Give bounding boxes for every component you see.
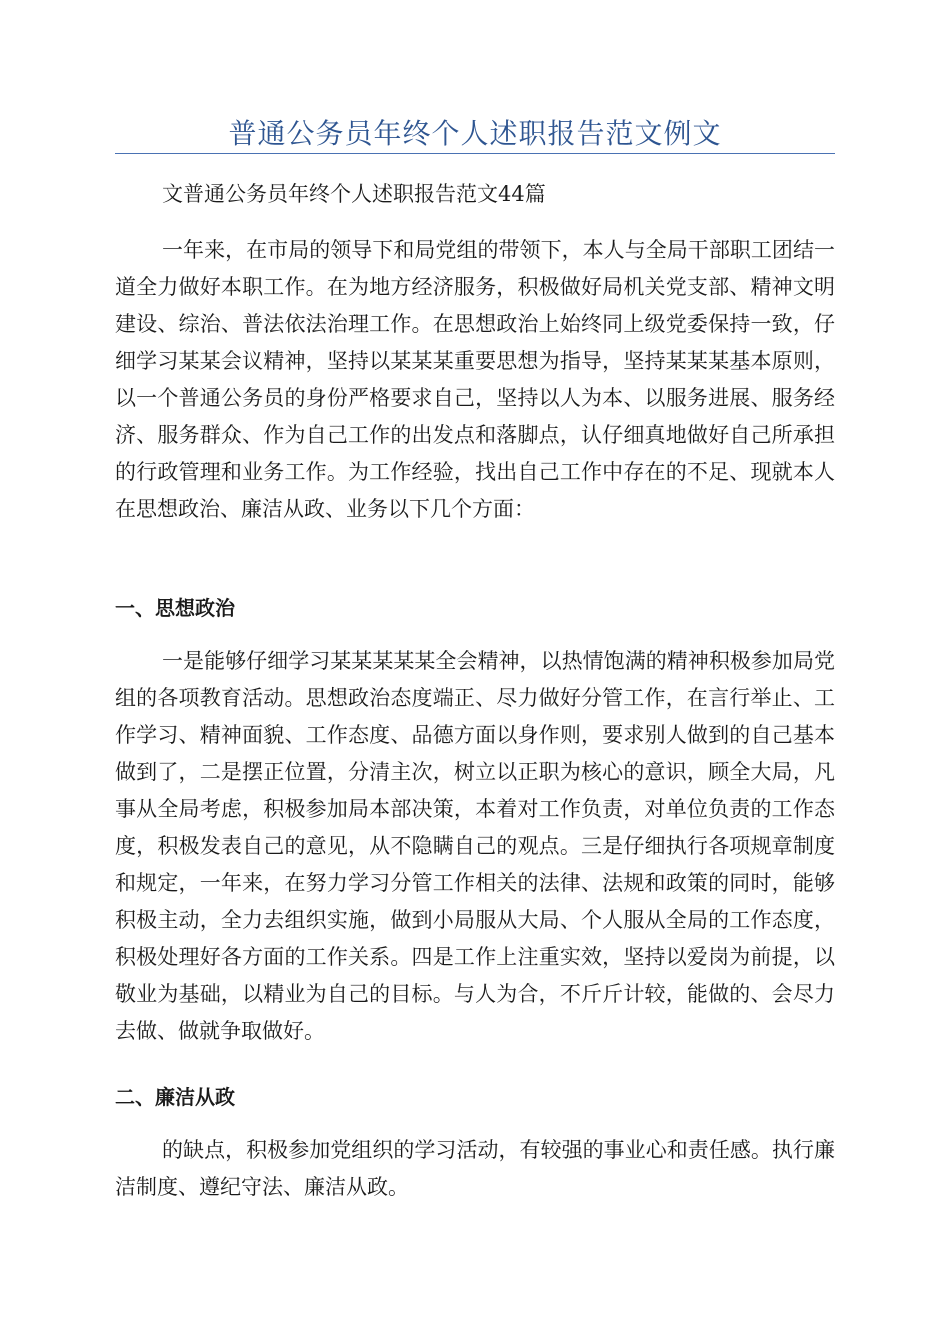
section-paragraph-block: [115, 1132, 835, 1206]
section-paragraph: 的缺点，积极参加党组织的学习活动，有较强的事业心和责任感。执行廉洁制度、遵纪守法、廉洁从政。: [115, 1138, 835, 1199]
title-underline: [115, 153, 835, 154]
section-heading: 二、廉洁从政: [115, 1085, 235, 1109]
section-paragraph: 一是能够仔细学习某某某某某全会精神，以热情饱满的精神积极参加局党组的各项教育活动。思想政治态度端正、尽力做好分管工作，在言行举止、工作学习、精神面貌、工作态度、品德方面以身作则，要求别人做到的自己基本做到了，二是摆正位置，分清主次，树立以正职为核心的意识，顾全大局，凡事从全局考虑，积极参加局本部决策，本着对工作负责，对单位负责的工作态度，积极发表自己的意见，从不隐瞒自己的观点。三是仔细执行各项规章制度和规定，一年来，在努力学习分管工作相关的法律、法规和政策的同时，能够积极主动，全力去组织实施，做到小局服从大局、个人服从全局的工作态度，积极处理好各方面的工作关系。四是工作上注重实效，坚持以爱岗为前提，以敬业为基础，以精业为自己的目标。与人为合，不斤斤计较，能做的、会尽力去做、做就争取做好。: [115, 649, 835, 1043]
document-subtitle: 文普通公务员年终个人述职报告范文44篇: [162, 182, 546, 206]
intro-paragraph-block: [115, 232, 835, 528]
section-heading: 一、思想政治: [115, 596, 235, 620]
intro-paragraph: 一年来，在市局的领导下和局党组的带领下，本人与全局干部职工团结一道全力做好本职工作。在为地方经济服务，积极做好局机关党支部、精神文明建设、综治、普法依法治理工作。在思想政治上始终同上级党委保持一致，仔细学习某某会议精神，坚持以某某某重要思想为指导，坚持某某某基本原则，以一个普通公务员的身份严格要求自己，坚持以人为本、以服务进展、服务经济、服务群众、作为自己工作的出发点和落脚点，认仔细真地做好自己所承担的行政管理和业务工作。为工作经验，找出自己工作中存在的不足、现就本人在思想政治、廉洁从政、业务以下几个方面：: [115, 238, 835, 521]
section-paragraph-block: [115, 643, 835, 1050]
document-title: 普通公务员年终个人述职报告范文例文: [228, 117, 722, 150]
